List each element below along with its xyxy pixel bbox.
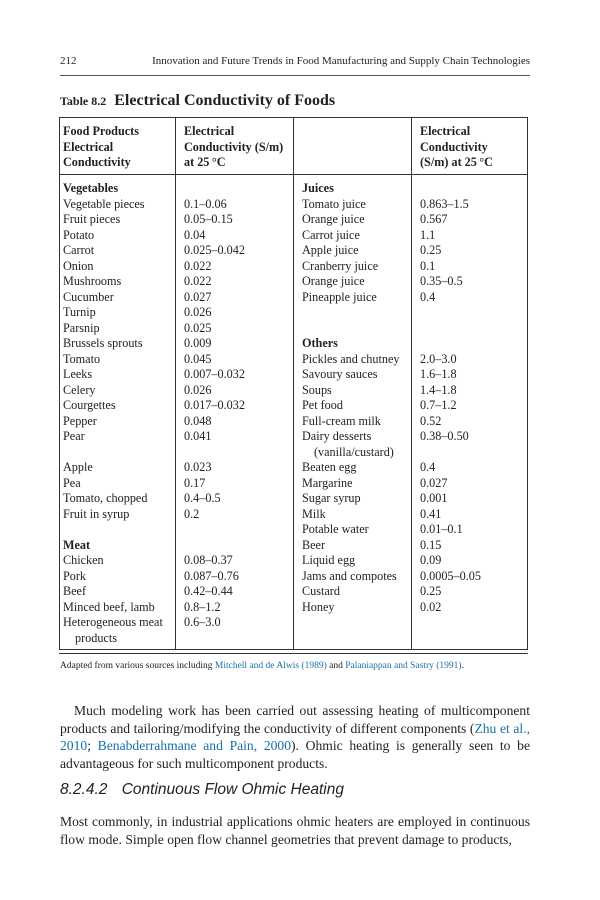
table-cell: 0.8–1.2 (184, 599, 221, 614)
header-line: Electrical (420, 124, 471, 138)
header-line: Electrical (184, 124, 235, 138)
table-cell: Beer (302, 537, 326, 552)
table-cell: 0.025–0.042 (184, 243, 245, 257)
note-reference-link[interactable]: Mitchell and de Alwis (1989) (214, 661, 327, 671)
header-divider (60, 174, 527, 175)
table-cell (420, 445, 481, 461)
table-cell: Cranberry juice (302, 258, 379, 273)
table-cell: Fruit pieces (63, 212, 121, 226)
table-cell (420, 321, 481, 337)
table-cell (420, 631, 481, 647)
table-cell: 0.17 (184, 475, 206, 490)
table-cell: 0.0005–0.05 (420, 568, 481, 583)
table-cell: 0.7–1.2 (420, 398, 457, 412)
table-cell: Parsnip (63, 320, 100, 335)
table-cell (302, 631, 399, 647)
column-divider (175, 118, 176, 649)
table-cell: Sugar syrup (302, 491, 361, 505)
table-cell: Jams and compotes (302, 568, 397, 583)
table-cell: Margarine (302, 475, 353, 490)
table-cell: 0.017–0.032 (184, 398, 245, 412)
table-cell: Potable water (302, 522, 369, 536)
table-cell: 0.863–1.5 (420, 196, 469, 211)
table-cell: 0.567 (420, 212, 448, 226)
table-cell: 0.087–0.76 (184, 568, 239, 583)
paragraph-text: ; (87, 738, 98, 754)
table-cell: Orange juice (302, 212, 365, 226)
table-cell: 2.0–3.0 (420, 351, 457, 366)
table-cell: Dairy desserts (302, 429, 372, 443)
table-cell: 0.027 (420, 475, 448, 490)
running-header (60, 55, 530, 71)
header-line: Conductivity (420, 139, 488, 154)
table-cell (63, 522, 163, 538)
table-cell (420, 615, 481, 631)
table-cell: 0.25 (420, 584, 442, 598)
table-cell: Custard (302, 584, 340, 598)
header-food-products (63, 124, 139, 171)
table-cell: Honey (302, 599, 335, 614)
table-cell: 0.048 (184, 413, 212, 428)
table-cell: 0.1 (420, 258, 436, 273)
table-cell: 0.42–0.44 (184, 584, 233, 598)
table-cell: Pet food (302, 398, 343, 412)
table-cell: Celery (63, 382, 96, 397)
column-food-products-1 (63, 181, 163, 646)
table-cell: Tomato (63, 351, 101, 366)
table-cell: Apple (63, 460, 93, 474)
table-cell: 0.023 (184, 460, 212, 474)
note-text: and (326, 661, 346, 671)
table-cell: Pea (63, 475, 81, 490)
column-food-products-2 (302, 181, 399, 646)
header-line: Conductivity (S/m) (184, 139, 284, 154)
table-cell: Milk (302, 506, 326, 521)
paragraph-text: ). Ohmic heating is generally seen to be advantageous for such multicomponent products. (60, 738, 530, 771)
note-text: . (461, 661, 464, 671)
table-cell: Beaten egg (302, 460, 357, 474)
table-cell: Minced beef, lamb (63, 599, 155, 614)
table-cell: 0.04 (184, 227, 206, 242)
table-cell: Pineapple juice (302, 289, 377, 304)
section-heading (60, 781, 344, 799)
table-cell: Heterogeneous meat (63, 615, 163, 629)
table-cell: Courgettes (63, 398, 116, 412)
running-title: Innovation and Future Trends in Food Manufacturing and Supply Chain Technologies (152, 55, 530, 67)
table-cell: Orange juice (302, 274, 365, 288)
table-cell: Liquid egg (302, 553, 356, 567)
table-cell: 0.02 (420, 599, 442, 614)
table-cell: 0.6–3.0 (184, 615, 221, 629)
table-cell: Brussels sprouts (63, 336, 143, 350)
table-cell: Mushrooms (63, 274, 122, 288)
table-cell: Leeks (63, 367, 93, 381)
header-rule (60, 75, 530, 76)
table-cell: Pepper (63, 413, 97, 428)
table-cell: 0.38–0.50 (420, 429, 469, 443)
table-cell: 0.001 (420, 491, 448, 505)
table-bottom-rule (59, 653, 528, 654)
header-line: Food Products (63, 124, 139, 138)
table-cell: 1.4–1.8 (420, 382, 457, 397)
table-cell: Beef (63, 584, 87, 598)
citation-link[interactable]: Benabderrahmane and Pain, 2000 (97, 738, 292, 754)
category-heading: Meat (63, 537, 91, 552)
table-cell: 0.4–0.5 (184, 491, 221, 505)
table-cell: 0.05–0.15 (184, 212, 233, 226)
header-conductivity-2 (420, 124, 493, 171)
table-cell: Soups (302, 382, 332, 397)
table-cell (420, 336, 481, 352)
table-cell (302, 321, 399, 337)
table-cell: 0.026 (184, 305, 212, 319)
body-paragraph: Most commonly, in industrial applications ohmic heaters are employed in continuous flow mode. Simple open flow channel geometries that prevent damage to products, (60, 814, 530, 847)
table-cell (302, 305, 399, 321)
table-cell (184, 538, 245, 554)
table-cell: 1.6–1.8 (420, 367, 457, 381)
table-caption (60, 92, 335, 110)
table-cell: 0.009 (184, 336, 212, 350)
table-cell (184, 181, 245, 197)
column-conductivity-1 (184, 181, 245, 646)
table-cell: Tomato juice (302, 196, 366, 211)
table-cell: 0.041 (184, 429, 212, 443)
table-cell: 0.08–0.37 (184, 553, 233, 567)
table-cell: Vegetable pieces (63, 196, 145, 211)
table-cell: 0.022 (184, 274, 212, 288)
table-cell: 0.025 (184, 320, 212, 335)
table-title: Electrical Conductivity of Foods (114, 92, 336, 109)
header-conductivity-1 (184, 124, 283, 171)
table-cell: Cucumber (63, 289, 114, 304)
table-cell: 0.2 (184, 506, 200, 521)
header-line: (S/m) at 25 °C (420, 155, 493, 169)
section-title: Continuous Flow Ohmic Heating (121, 781, 344, 798)
conductivity-table (59, 117, 528, 650)
table-cell: 0.022 (184, 258, 212, 273)
table-cell: 0.007–0.032 (184, 367, 245, 381)
note-reference-link[interactable]: Palaniappan and Sastry (1991) (345, 661, 462, 671)
table-cell: 0.1–0.06 (184, 196, 227, 211)
table-cell: Carrot juice (302, 227, 360, 242)
table-cell: 0.09 (420, 553, 442, 567)
table-cell: 0.4 (420, 289, 436, 304)
table-cell: 0.15 (420, 537, 442, 552)
table-cell: Savoury sauces (302, 367, 378, 381)
table-cell: Pear (63, 429, 85, 443)
table-cell: Potato (63, 227, 95, 242)
table-cell: Onion (63, 258, 94, 273)
body-paragraph (60, 702, 530, 772)
table-cell: 0.027 (184, 289, 212, 304)
table-cell: Pork (63, 568, 87, 583)
table-cell: 0.01–0.1 (420, 522, 463, 536)
column-divider (411, 118, 412, 649)
table-cell (420, 305, 481, 321)
table-cell: 0.026 (184, 382, 212, 397)
table-cell (184, 445, 245, 461)
table-cell: 0.52 (420, 413, 442, 428)
table-cell: 0.35–0.5 (420, 274, 463, 288)
table-cell: products (75, 630, 117, 645)
table-source-note (60, 661, 464, 671)
table-cell: Tomato, chopped (63, 491, 148, 505)
category-heading: Others (302, 336, 338, 350)
table-cell: Pickles and chutney (302, 351, 400, 366)
page-number: 212 (60, 55, 77, 67)
table-cell (184, 522, 245, 538)
category-heading: Vegetables (63, 181, 119, 195)
header-line: Conductivity (63, 155, 131, 169)
header-line: Electrical (63, 139, 114, 154)
category-heading: Juices (302, 181, 334, 195)
table-cell: 0.41 (420, 506, 442, 521)
table-cell: 0.4 (420, 460, 436, 474)
column-conductivity-2 (420, 181, 481, 646)
table-cell (420, 181, 481, 197)
table-cell: 0.25 (420, 243, 442, 257)
table-cell (63, 445, 163, 461)
table-cell: Chicken (63, 553, 104, 567)
table-cell: (vanilla/custard) (314, 444, 394, 459)
table-cell: 1.1 (420, 227, 436, 242)
table-cell: Carrot (63, 243, 95, 257)
table-cell: 0.045 (184, 351, 212, 366)
column-divider (293, 118, 294, 649)
section-number: 8.2.4.2 (60, 781, 108, 798)
paragraph-text: Much modeling work has been carried out assessing heating of multicomponent products and tailoring/modifying the conductivity of different components ( (60, 703, 530, 736)
table-cell: Full-cream milk (302, 413, 381, 428)
header-line: at 25 °C (184, 155, 226, 169)
table-cell (184, 631, 245, 647)
table-cell: Turnip (63, 305, 96, 319)
table-cell (302, 615, 399, 631)
table-label: Table 8.2 (60, 94, 107, 108)
citation-link[interactable]: Zhu et al., 2010 (60, 720, 530, 754)
note-text: Adapted from various sources including (60, 661, 215, 671)
table-cell: Apple juice (302, 243, 359, 257)
table-cell: Fruit in syrup (63, 506, 130, 521)
